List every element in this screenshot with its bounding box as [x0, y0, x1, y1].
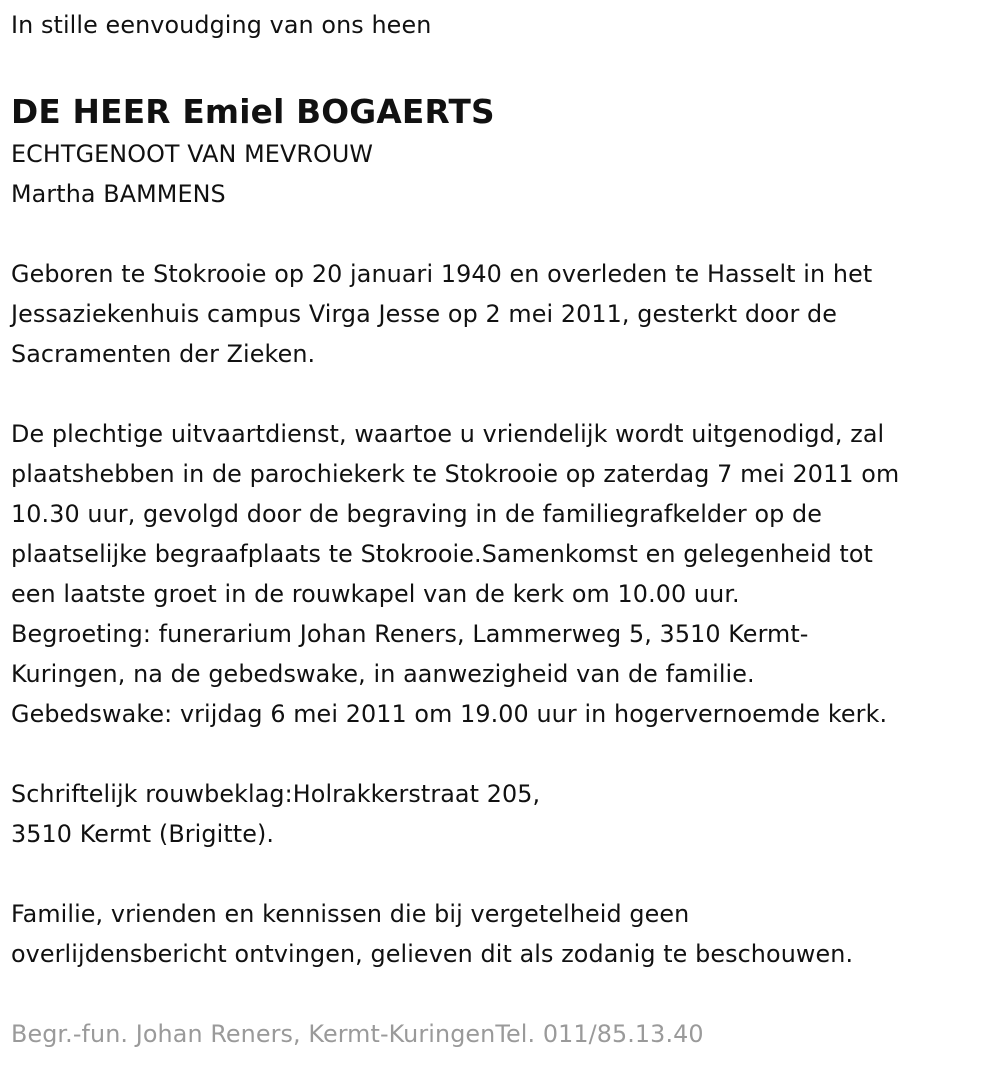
paragraph-line: Jessaziekenhuis campus Virga Jesse op 2 mei 2011, gesterkt door de: [11, 300, 838, 328]
funeral-service-paragraph: [11, 414, 993, 734]
paragraph-spacer: [11, 734, 993, 774]
deceased-name-title: DE HEER Emiel BOGAERTS: [11, 93, 495, 131]
paragraph-line: Begroeting: funerarium Johan Reners, Lammerweg 5, 3510 Kermt-: [11, 620, 809, 648]
family-notice: [11, 894, 993, 974]
paragraph-line: plaatshebben in de parochiekerk te Stokrooie op zaterdag 7 mei 2011 om: [11, 460, 900, 488]
spouse-label: ECHTGENOOT VAN MEVROUW: [11, 140, 374, 168]
paragraph-line: 10.30 uur, gevolgd door de begraving in de familiegrafkelder op de: [11, 500, 823, 528]
condolence-address: [11, 774, 993, 854]
paragraph-line: overlijdensbericht ontvingen, gelieven dit als zodanig te beschouwen.: [11, 940, 854, 968]
obituary-notice: [11, 0, 993, 1054]
spouse-name: Martha BAMMENS: [11, 180, 226, 208]
paragraph-line: Kuringen, na de gebedswake, in aanwezigheid van de familie.: [11, 660, 755, 688]
paragraph-spacer: [11, 854, 993, 894]
paragraph-line: Geboren te Stokrooie op 20 januari 1940 en overleden te Hasselt in het: [11, 260, 873, 288]
paragraph-line: Schriftelijk rouwbeklag:Holrakkerstraat 205,: [11, 780, 541, 808]
intro-text: In stille eenvoudging van ons heen: [11, 11, 432, 39]
paragraph-line: 3510 Kermt (Brigitte).: [11, 820, 275, 848]
paragraph-line: De plechtige uitvaartdienst, waartoe u vriendelijk wordt uitgenodigd, zal: [11, 420, 885, 448]
paragraph-line: een laatste groet in de rouwkapel van de kerk om 10.00 uur.: [11, 580, 740, 608]
paragraph-line: Familie, vrienden en kennissen die bij vergetelheid geen: [11, 900, 690, 928]
paragraph-line: plaatselijke begraafplaats te Stokrooie.Samenkomst en gelegenheid tot: [11, 540, 874, 568]
paragraph-spacer: [11, 374, 993, 414]
birth-death-paragraph: [11, 254, 993, 374]
paragraph-line: Sacramenten der Zieken.: [11, 340, 316, 368]
funeral-director-footer: Begr.-fun. Johan Reners, Kermt-KuringenTel. 011/85.13.40: [11, 1020, 704, 1048]
paragraph-spacer: [11, 214, 993, 254]
paragraph-spacer: [11, 974, 993, 1014]
paragraph-line: Gebedswake: vrijdag 6 mei 2011 om 19.00 uur in hogervernoemde kerk.: [11, 700, 888, 728]
